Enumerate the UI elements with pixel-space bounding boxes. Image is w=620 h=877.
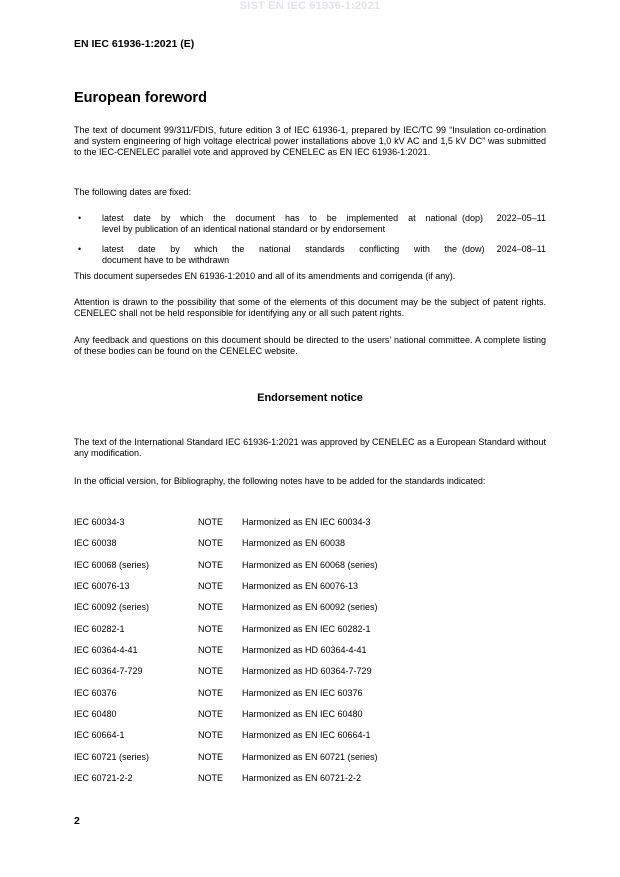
note-label: NOTE	[198, 602, 224, 613]
page-number: 2	[74, 815, 80, 827]
note-label: NOTE	[198, 517, 224, 527]
standard-id: IEC 60376	[74, 687, 117, 698]
standard-id: IEC 60076-13	[74, 580, 130, 591]
standard-id: IEC 60364-4-41	[74, 644, 138, 655]
foreword-paragraph-5: Any feedback and questions on this document should be directed to the users’ national committee. A complete listing of these bodies can be found on the CENELEC website.	[74, 335, 546, 356]
harmonized-text: Harmonized as HD 60364-4-41	[242, 644, 367, 655]
standard-id: IEC 60480	[74, 708, 117, 719]
standard-id: IEC 60038	[74, 538, 117, 549]
standard-id: IEC 60721 (series)	[74, 751, 150, 762]
harmonized-text: Harmonized as EN 60721-2-2	[242, 772, 362, 783]
note-label: NOTE	[198, 730, 224, 741]
standard-id: IEC 60721-2-2	[74, 772, 133, 783]
bullet-date: 2022–05–11	[496, 213, 546, 223]
foreword-title: European foreword	[74, 90, 207, 106]
harmonized-text: Harmonized as EN IEC 60282-1	[242, 623, 371, 634]
document-header: EN IEC 61936-1:2021 (E)	[74, 38, 195, 50]
bullet-mark: •	[78, 244, 82, 254]
bullet-code: (dow)	[462, 244, 485, 254]
note-label: NOTE	[198, 666, 224, 677]
harmonized-text: Harmonized as EN 60092 (series)	[242, 602, 378, 613]
endorsement-title: Endorsement notice	[257, 392, 363, 404]
standard-id: IEC 60068 (series)	[74, 559, 150, 570]
endorsement-paragraph-1: The text of the International Standard IEC 61936-1:2021 was approved by CENELEC as a European Standard without any modification.	[74, 437, 546, 458]
foreword-paragraph-1: The text of document 99/311/FDIS, future edition 3 of IEC 61936-1, prepared by IEC/TC 99 “Insulation co-ordination and system engineering of high voltage electrical power installations above 1,0 kV AC and 1,5 kV DC” was submitted to the IEC-CENELEC parallel vote and approved by CENELEC as EN IEC 61936-1:2021.	[74, 125, 546, 157]
harmonized-text: Harmonized as HD 60364-7-729	[242, 666, 372, 677]
harmonized-text: Harmonized as EN IEC 60376	[242, 687, 363, 698]
note-label: NOTE	[198, 623, 224, 634]
note-label: NOTE	[198, 687, 224, 698]
foreword-paragraph-3: This document supersedes EN 61936-1:2010 and all of its amendments and corrigenda (if any).	[74, 271, 456, 281]
watermark: SIST EN IEC 61936-1:2021	[239, 0, 381, 12]
harmonized-text: Harmonized as EN 60068 (series)	[242, 559, 378, 570]
harmonized-text: Harmonized as EN IEC 60034-3	[242, 517, 371, 527]
bullet-date: 2024–08–11	[496, 244, 546, 254]
standard-id: IEC 60282-1	[74, 623, 125, 634]
harmonized-text: Harmonized as EN 60721 (series)	[242, 751, 378, 762]
bullet-code: (dop)	[462, 213, 484, 223]
harmonized-text: Harmonized as EN 60038	[242, 538, 346, 549]
note-label: NOTE	[198, 772, 224, 783]
bullet-text-continued: level by publication of an identical national standard or by endorsement	[102, 224, 386, 234]
foreword-paragraph-4: Attention is drawn to the possibility that some of the elements of this document may be the subject of patent rights. CENELEC shall not be held responsible for identifying any or all such patent rights.	[74, 297, 546, 318]
note-label: NOTE	[198, 644, 224, 655]
standard-id: IEC 60092 (series)	[74, 602, 150, 613]
bullet-mark: •	[78, 213, 82, 223]
standard-id: IEC 60664-1	[74, 730, 125, 741]
bullet-text-continued: document have to be withdrawn	[102, 255, 230, 265]
note-label: NOTE	[198, 538, 224, 549]
note-label: NOTE	[198, 708, 224, 719]
bullet-text: latest date by which the national standards conflicting with the	[102, 244, 457, 254]
harmonized-text: Harmonized as EN IEC 60480	[242, 708, 363, 719]
standard-id: IEC 60364-7-729	[74, 666, 143, 677]
note-label: NOTE	[198, 580, 224, 591]
foreword-paragraph-2: The following dates are fixed:	[74, 187, 192, 197]
note-label: NOTE	[198, 751, 224, 762]
endorsement-paragraph-2: In the official version, for Bibliography, the following notes have to be added for the standards indicated:	[74, 476, 486, 486]
harmonized-text: Harmonized as EN 60076-13	[242, 580, 359, 591]
bullet-text: latest date by which the document has to be implemented at national	[102, 213, 457, 223]
standard-id: IEC 60034-3	[74, 517, 125, 527]
note-label: NOTE	[198, 559, 224, 570]
harmonized-text: Harmonized as EN IEC 60664-1	[242, 730, 371, 741]
